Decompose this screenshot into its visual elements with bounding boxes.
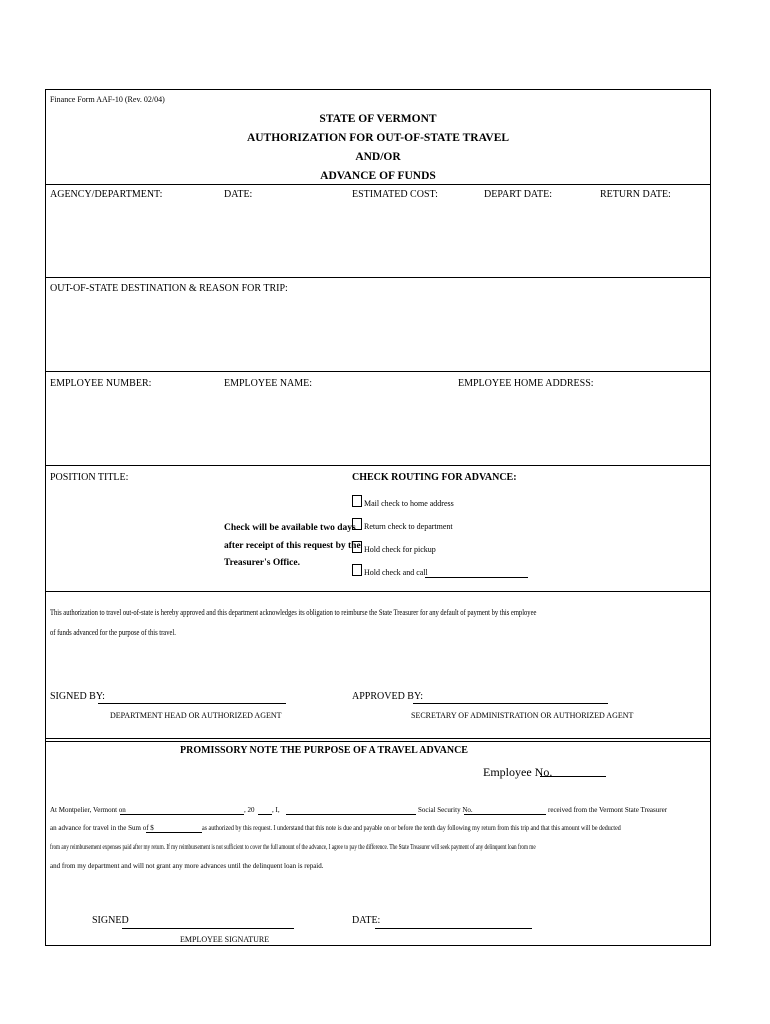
signed-by-label: SIGNED BY: bbox=[50, 691, 105, 702]
employee-number-label: EMPLOYEE NUMBER: bbox=[50, 378, 152, 389]
sum-blank-line[interactable] bbox=[146, 832, 202, 833]
employee-signature-line[interactable] bbox=[122, 928, 294, 929]
approved-by-line[interactable] bbox=[413, 703, 608, 704]
ssn-blank-line[interactable] bbox=[464, 814, 546, 815]
employee-no-label: Employee No. bbox=[483, 765, 553, 779]
divider-destination bbox=[45, 371, 711, 372]
authorization-line2: of funds advanced for the purpose of this travel. bbox=[50, 628, 176, 637]
hold-pickup-label: Hold check for pickup bbox=[364, 545, 436, 554]
employee-name-label: EMPLOYEE NAME: bbox=[224, 378, 313, 389]
year-blank-line[interactable] bbox=[258, 814, 272, 815]
divider-double-bottom bbox=[45, 741, 711, 742]
promissory-line4: and from my department and will not grant any more advances until the delinquent loan is repaid. bbox=[50, 862, 324, 870]
promissory-line1-b: , 20 bbox=[244, 806, 255, 814]
destination-label: OUT-OF-STATE DESTINATION & REASON FOR TRIP: bbox=[50, 283, 288, 294]
header-advance: ADVANCE OF FUNDS bbox=[320, 170, 436, 182]
check-routing-title: CHECK ROUTING FOR ADVANCE: bbox=[352, 472, 517, 483]
position-title-label: POSITION TITLE: bbox=[50, 472, 129, 483]
mail-check-checkbox[interactable] bbox=[352, 495, 362, 507]
header-state: STATE OF VERMONT bbox=[319, 113, 437, 125]
hold-call-label: Hold check and call bbox=[364, 568, 428, 577]
authorization-line1: This authorization to travel out-of-state is hereby approved and this department acknowledges its obligation to reimburse the State Treasurer for any default of payment by this employee bbox=[50, 608, 537, 617]
return-date-label: RETURN DATE: bbox=[600, 189, 671, 200]
divider-header bbox=[45, 184, 711, 185]
promissory-line1-e: received from the Vermont State Treasurer bbox=[548, 806, 668, 814]
signed-by-caption: DEPARTMENT HEAD OR AUTHORIZED AGENT bbox=[110, 711, 282, 720]
promissory-date-line[interactable] bbox=[375, 928, 532, 929]
availability-line2: after receipt of this request by the bbox=[224, 541, 361, 551]
promissory-title: PROMISSORY NOTE THE PURPOSE OF A TRAVEL ADVANCE bbox=[180, 745, 468, 756]
divider-double-top bbox=[45, 738, 711, 739]
depart-date-label: DEPART DATE: bbox=[484, 189, 553, 200]
hold-call-checkbox[interactable] bbox=[352, 564, 362, 576]
availability-line1: Check will be available two days bbox=[224, 523, 356, 533]
signed-label: SIGNED bbox=[92, 915, 129, 926]
mail-check-label: Mail check to home address bbox=[364, 499, 454, 508]
divider-employee bbox=[45, 465, 711, 466]
divider-position bbox=[45, 591, 711, 592]
employee-home-address-label: EMPLOYEE HOME ADDRESS: bbox=[458, 378, 594, 389]
form-frame bbox=[45, 89, 711, 946]
promissory-line1-d: Social Security No. bbox=[418, 806, 473, 814]
approved-by-label: APPROVED BY: bbox=[352, 691, 424, 702]
return-check-label: Return check to department bbox=[364, 522, 453, 531]
hold-call-line[interactable] bbox=[425, 577, 528, 578]
agency-label: AGENCY/DEPARTMENT: bbox=[50, 189, 163, 200]
signed-by-line[interactable] bbox=[98, 703, 286, 704]
promissory-line3: from any reimbursement expenses paid after my return. If my reimbursement is not sufficient to cover the full amount of the advance, I agree to pay the difference. The State Treasurer will seek payment of any delinquent loan from me bbox=[50, 843, 536, 851]
estimated-cost-label: ESTIMATED COST: bbox=[352, 189, 438, 200]
date-label: DATE: bbox=[224, 189, 253, 200]
employee-signature-caption: EMPLOYEE SIGNATURE bbox=[180, 935, 270, 944]
employee-no-line[interactable] bbox=[540, 776, 606, 777]
date-blank-line[interactable] bbox=[120, 814, 244, 815]
divider-row1 bbox=[45, 277, 711, 278]
promissory-line1-c: , I, bbox=[272, 806, 280, 814]
promissory-line2-b: as authorized by this request. I understand that this note is due and payable on or before the tenth day following my return from this trip and that this amount will be deducted bbox=[202, 824, 621, 832]
approved-by-caption: SECRETARY OF ADMINISTRATION OR AUTHORIZED AGENT bbox=[411, 711, 634, 720]
promissory-line2-a: an advance for travel in the Sum of $ bbox=[50, 824, 154, 832]
form-code: Finance Form AAF-10 (Rev. 02/04) bbox=[50, 95, 165, 104]
promissory-line1-a: At Montpelier, Vermont on bbox=[50, 806, 126, 814]
availability-line3: Treasurer's Office. bbox=[224, 558, 300, 568]
header-andor: AND/OR bbox=[355, 151, 401, 163]
name-blank-line[interactable] bbox=[286, 814, 416, 815]
header-authorization: AUTHORIZATION FOR OUT-OF-STATE TRAVEL bbox=[246, 132, 510, 144]
promissory-date-label: DATE: bbox=[352, 915, 381, 926]
